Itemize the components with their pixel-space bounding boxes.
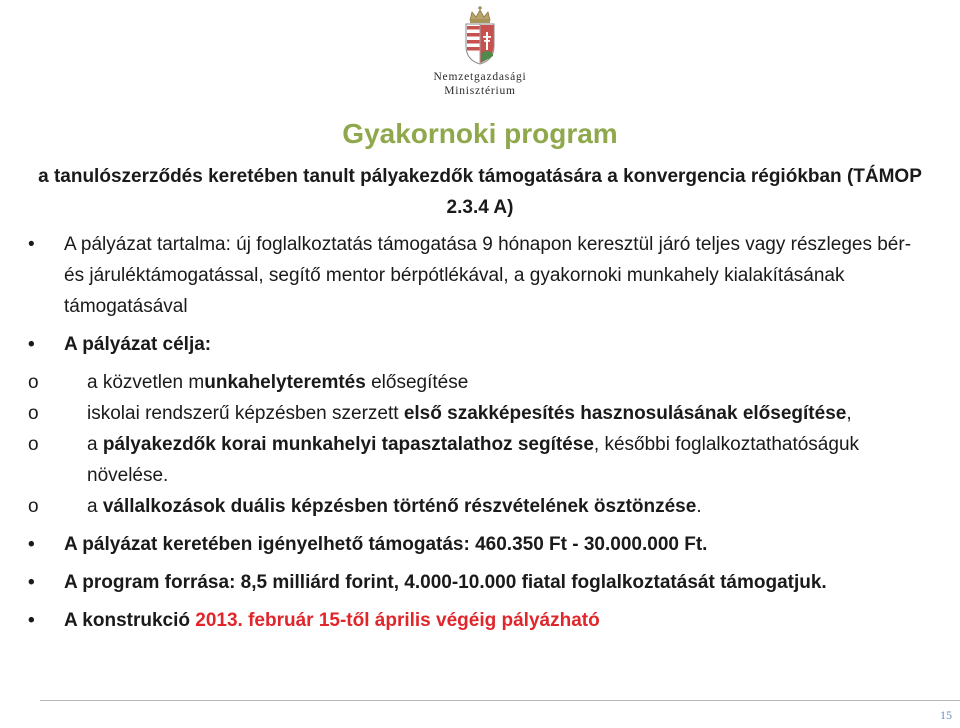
goal-item-3-b: pályakezdők korai munkahelyi tapasztalathoz segítése: [102, 434, 594, 455]
bullet-deadline-lead: A konstrukció: [64, 610, 196, 631]
goal-item-3-a: a: [87, 434, 103, 455]
goal-item-1-c: elősegítése: [365, 372, 469, 393]
ministry-logo: [400, 6, 560, 98]
content-list: [24, 229, 914, 643]
page-title: Gyakornoki program: [342, 118, 618, 149]
bullet-deadline: [24, 605, 914, 636]
bullet-support-amount: • A pályázat keretében igényelhető támogatás: 460.350 Ft - 30.000.000 Ft.: [24, 529, 914, 560]
bullet-content-lead: A pályázat tartalma: [64, 234, 226, 255]
bullet-program-source: • A program forrása: 8,5 milliárd forint, 4.000-10.000 fiatal foglalkoztatását támogatjuk.: [24, 567, 914, 598]
goal-item-2: [24, 398, 914, 429]
coat-of-arms-icon: [457, 6, 503, 66]
goal-item-1-a: a közvetlen m: [87, 372, 205, 393]
bullet-deadline-dates: 2013. február 15-től április végéig pályázható: [195, 610, 600, 631]
logo-line-1: Nemzetgazdasági: [433, 71, 527, 83]
goal-item-3: [24, 429, 914, 491]
goal-item-1-b: unkahelyteremtés: [204, 372, 366, 393]
goal-item-4-c: .: [696, 496, 702, 517]
bullet-goals: [24, 329, 914, 360]
goal-item-3-c: , későbbi foglalkoztathatóságuk növelése.: [87, 434, 860, 486]
goals-sublist: [24, 367, 914, 522]
goal-item-2-b: első szakképesítés hasznosulásának elősegítése: [403, 403, 847, 424]
bullet-goals-lead: A pályázat célja:: [64, 334, 212, 355]
logo-line-2: Minisztérium: [444, 85, 516, 97]
bullet-content-text: : új foglalkoztatás támogatása 9 hónapon keresztül járó teljes vagy részleges bér- és járuléktámogatással, segítő mentor bérpótlékával, a gyakornoki munkahely kialakításának támogatásával: [64, 234, 912, 317]
page-number: 15: [940, 708, 952, 722]
page-subtitle: a tanulószerződés keretében tanult pályakezdők támogatására a konvergencia régiókban (TÁMOP 2.3.4 A): [38, 166, 922, 218]
goal-item-4-b: vállalkozások duális képzésben történő részvételének ösztönzése: [102, 496, 697, 517]
goal-item-4-a: a: [87, 496, 103, 517]
goal-item-2-c: ,: [846, 403, 852, 424]
goal-item-4: [24, 491, 914, 522]
footer-divider: [40, 700, 960, 701]
goal-item-2-a: iskolai rendszerű képzésben szerzett: [87, 403, 404, 424]
goal-item-1: [24, 367, 914, 398]
bullet-content: [24, 229, 914, 322]
